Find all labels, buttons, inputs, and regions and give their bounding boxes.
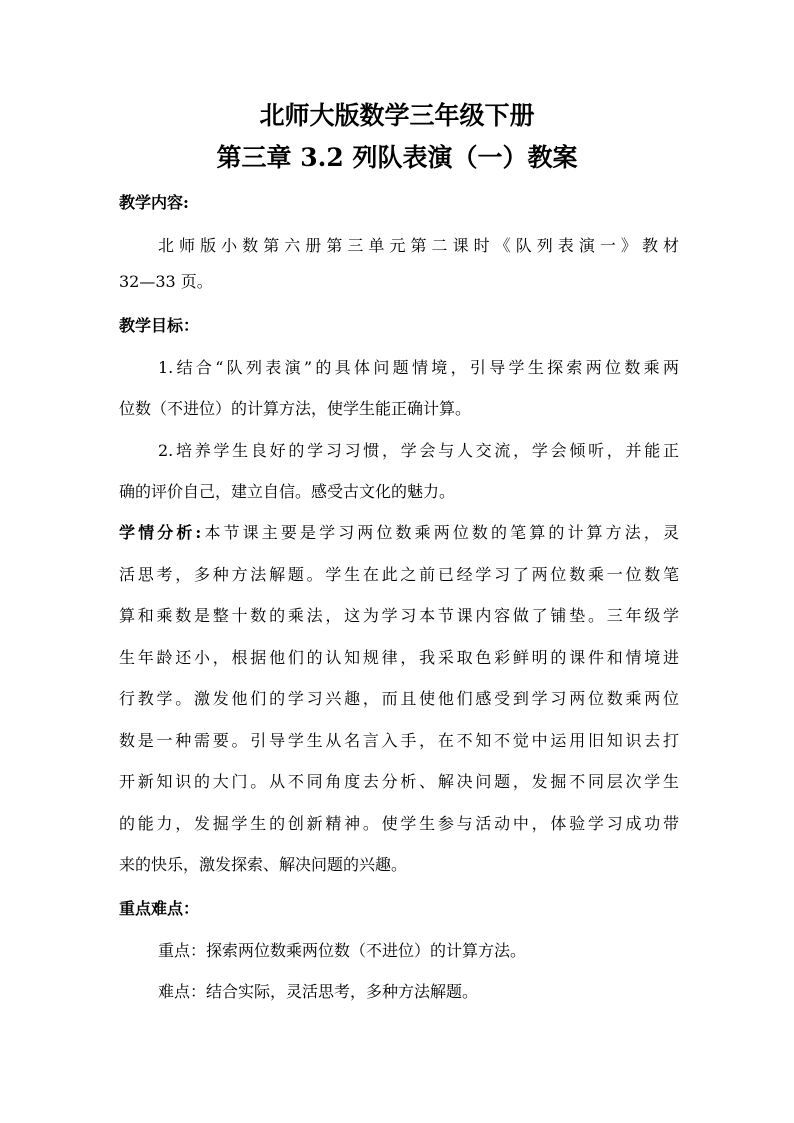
document-title-line-2: 第三章 3.2 列队表演（一）教案 [216, 143, 578, 172]
goals-text-line: 2.培养学生良好的学习习惯，学会与人交流，学会倾听，并能正 [158, 441, 679, 460]
analysis-text-line: 行教学。激发他们的学习兴趣，而且使他们感受到学习两位数乘两位 [119, 689, 679, 708]
keypoints-heading: 重点难点： [119, 899, 200, 918]
goals-text-line: 位数（不进位）的计算方法，使学生能正确计算。 [119, 399, 472, 418]
analysis-text-line: 开新知识的大门。从不同角度去分析、解决问题，发掘不同层次学生 [119, 772, 679, 791]
goals-text-line: 1.结合“队列表演”的具体问题情境，引导学生探索两位数乘两 [158, 358, 679, 377]
analysis-text-line: 生年龄还小，根据他们的认知规律，我采取色彩鲜明的课件和情境进 [119, 648, 679, 667]
analysis-text-line: 来的快乐，激发探索、解决问题的兴趣。 [119, 855, 408, 874]
keypoint-text-line: 重点：探索两位数乘两位数（不进位）的计算方法。 [158, 941, 527, 960]
analysis-text: 本节课主要是学习两位数乘两位数的笔算的计算方法，灵 [201, 523, 679, 542]
analysis-text-line: 数是一种需要。引导学生从名言入手，在不知不觉中运用旧知识去打 [119, 731, 679, 750]
content-text-line: 北师版小数第六册第三单元第二课时《队列表演一》教材 [158, 236, 679, 255]
analysis-heading: 学情分析: [119, 523, 202, 542]
goals-text-line: 确的评价自己，建立自信。感受古文化的魅力。 [119, 482, 456, 501]
analysis-text-line: 活思考，多种方法解题。学生在此之前已经学习了两位数乘一位数笔 [119, 565, 679, 584]
analysis-text-line: 算和乘数是整十数的乘法，这为学习本节课内容做了铺垫。三年级学 [119, 606, 679, 625]
analysis-text-line: 的能力，发掘学生的创新精神。使学生参与活动中，体验学习成功带 [119, 814, 679, 833]
goals-heading: 教学目标： [119, 316, 200, 335]
document-title-line-1: 北师大版数学三年级下册 [259, 101, 535, 130]
content-heading: 教学内容: [119, 193, 189, 212]
difficulty-text-line: 难点：结合实际，灵活思考，多种方法解题。 [158, 982, 479, 1001]
analysis-first-line [119, 522, 679, 544]
content-text-line: 32—33 页。 [119, 272, 213, 291]
